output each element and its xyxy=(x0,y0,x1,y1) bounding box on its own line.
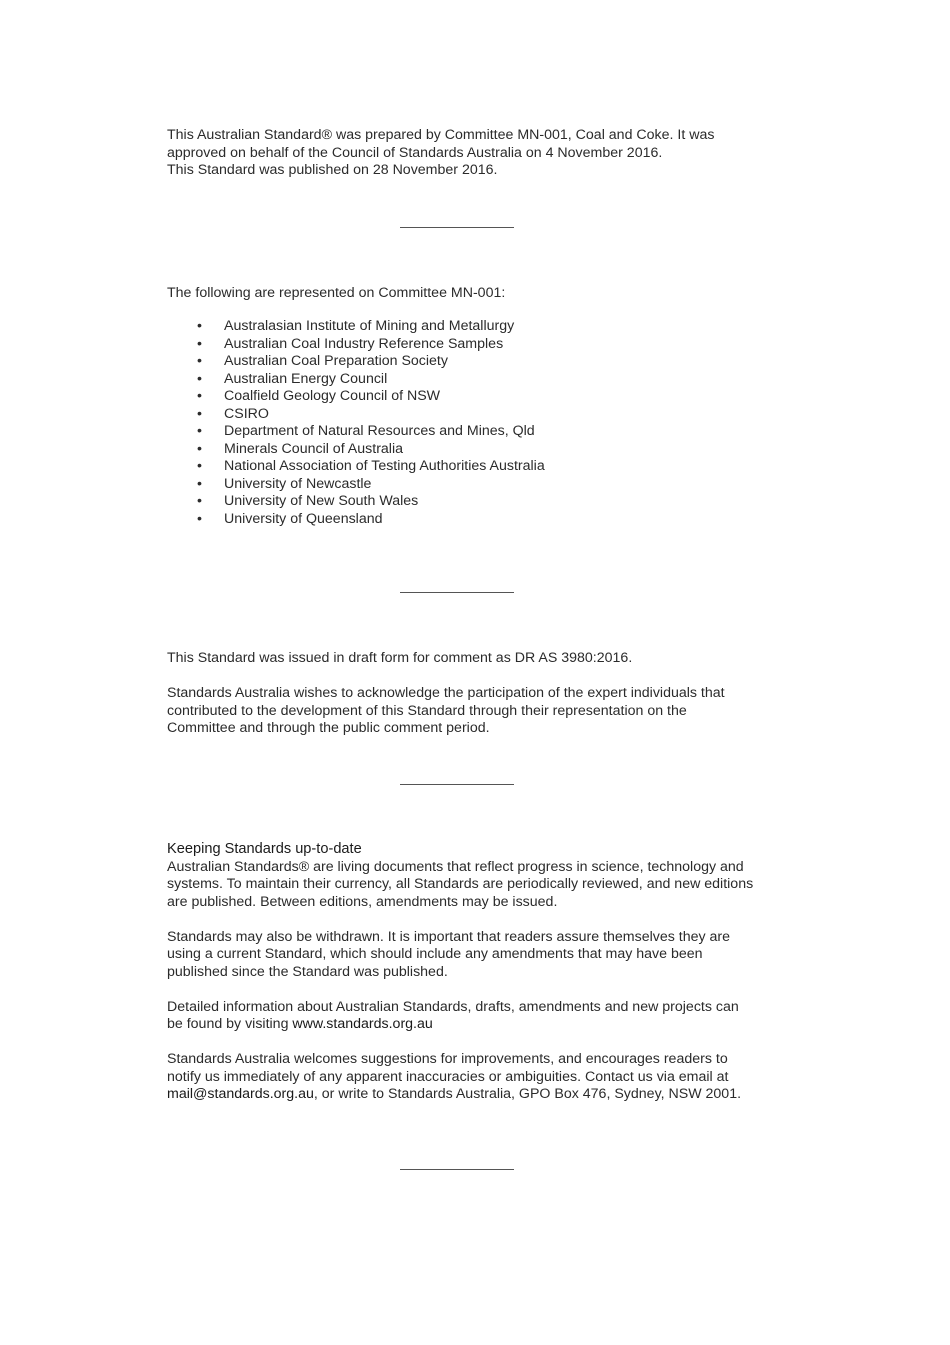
section-divider xyxy=(400,227,514,228)
list-item: • University of Newcastle xyxy=(197,475,372,492)
list-item: • University of New South Wales xyxy=(197,493,419,509)
draft-section xyxy=(167,650,757,738)
list-item: • University of Queensland xyxy=(197,510,383,527)
committee-intro: The following are represented on Committee MN-001: xyxy=(167,285,506,301)
bullet-icon: • xyxy=(197,458,202,474)
website-link[interactable]: www.standards.org.au xyxy=(292,1016,433,1032)
acknowledgement-paragraph: Standards Australia wishes to acknowledge the participation of the expert individuals that contributed to the development of this Standard through their representation on the Committee and through the public comment period. xyxy=(167,685,725,736)
bullet-icon: • xyxy=(197,493,202,509)
bullet-icon: • xyxy=(197,318,202,334)
list-item: • Australian Coal Industry Reference Samples xyxy=(197,335,504,352)
list-item: • Australasian Institute of Mining and Metallurgy xyxy=(197,318,515,334)
list-item: • CSIRO xyxy=(197,405,269,422)
bullet-icon: • xyxy=(197,440,202,457)
draft-notice: This Standard was issued in draft form for comment as DR AS 3980:2016. xyxy=(167,650,633,666)
bullet-icon: • xyxy=(197,335,202,352)
up-to-date-section xyxy=(167,841,757,1104)
publication-line: This Standard was published on 28 November 2016. xyxy=(167,162,498,178)
paragraph-living-documents: Australian Standards® are living documents that reflect progress in science, technology and systems. To maintain their currency, all Standards are periodically reviewed, and new editions are published. Between editions, amendments may be issued. xyxy=(167,858,754,910)
preparation-line: This Australian Standard® was prepared by Committee MN-001, Coal and Coke. It was xyxy=(167,127,715,143)
list-item: • Department of Natural Resources and Mines, Qld xyxy=(197,423,535,439)
paragraph-detailed-info: Detailed information about Australian Standards, drafts, amendments and new projects can be found by visiting www.standards.org.au xyxy=(167,998,739,1032)
list-item: • Coalfield Geology Council of NSW xyxy=(197,388,441,404)
committee-member-list xyxy=(167,318,757,528)
bullet-icon: • xyxy=(197,475,202,492)
list-item: • Australian Coal Preparation Society xyxy=(197,353,448,369)
list-item: • Minerals Council of Australia xyxy=(197,440,403,457)
approval-line: approved on behalf of the Council of Standards Australia on 4 November 2016. xyxy=(167,144,663,161)
paragraph-suggestions: Standards Australia welcomes suggestions for improvements, and encourages readers to notify us immediately of any apparent inaccuracies or ambiguities. Contact us via email at mail@standards.org.au, or write to Standards Australia, GPO Box 476, Sydney, NSW 2001. xyxy=(167,1051,742,1102)
section-divider xyxy=(400,784,514,785)
bullet-icon: • xyxy=(197,353,202,369)
list-item: • Australian Energy Council xyxy=(197,370,388,387)
committee-section xyxy=(167,285,757,528)
email-link[interactable]: mail@standards.org.au xyxy=(167,1086,314,1102)
paragraph-withdrawn: Standards may also be withdrawn. It is important that readers assure themselves they are using a current Standard, which should include any amendments that may have been published since the Standard was published. xyxy=(167,928,731,980)
bullet-icon: • xyxy=(197,370,202,387)
bullet-icon: • xyxy=(197,405,202,422)
bullet-icon: • xyxy=(197,423,202,439)
bullet-icon: • xyxy=(197,510,202,527)
bullet-icon: • xyxy=(197,388,202,404)
list-item: • National Association of Testing Authorities Australia xyxy=(197,458,545,474)
section-divider xyxy=(400,1169,514,1170)
section-heading: Keeping Standards up-to-date xyxy=(167,841,362,857)
preparation-notice xyxy=(167,127,757,180)
section-divider xyxy=(400,592,514,593)
